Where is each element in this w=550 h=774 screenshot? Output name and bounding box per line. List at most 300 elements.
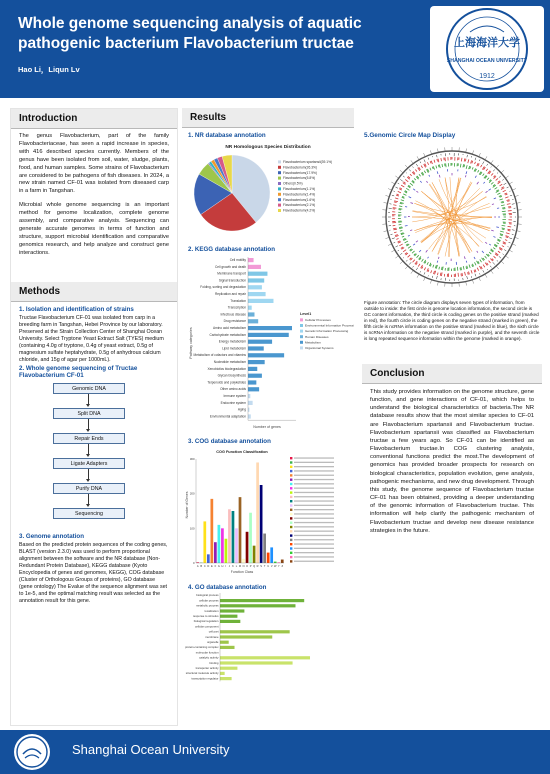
legend-swatch xyxy=(290,530,292,532)
cog-bar xyxy=(235,528,238,563)
conclusion-heading: Conclusion xyxy=(362,364,542,384)
go-category-label: cellular component xyxy=(195,624,219,629)
flow-arrow xyxy=(88,419,89,430)
kegg-bar xyxy=(248,340,272,344)
kegg-legend-label: Human Diseases xyxy=(305,334,329,339)
circle-gene-mark xyxy=(433,265,434,268)
go-category-label: cellular process xyxy=(199,598,219,603)
circle-gc-mark xyxy=(467,276,468,279)
circle-gc-mark xyxy=(503,254,504,255)
circle-gene-mark xyxy=(502,225,506,226)
legend-swatch xyxy=(300,324,303,327)
circle-gene-mark xyxy=(432,167,433,169)
go-bar xyxy=(220,672,225,675)
circle-map-caption: Figure annotation: The circle diagram displays seven types of information, from outside to inside: the first circle is genome location information, the second circle is GC content information, the third circle is coding genes on the positive strand (marked in red), the fourth circle is coding genes on the negative strand (marked in green), the fifth circle is ncRNA information on the positive strand (marked in blue), the sixth circle is ncRNA information on the negative strand (marked in purple), and the seventh circle is long repeated sequence information within the genome (marked in orange). xyxy=(364,300,540,341)
cog-tick-label: F xyxy=(214,565,217,568)
legend-swatch xyxy=(290,483,292,485)
circle-gene-mark xyxy=(438,257,439,259)
methods-step1-title: 1. Isolation and identification of strains xyxy=(19,305,134,313)
circle-gene-mark xyxy=(437,159,438,161)
circle-gc-mark xyxy=(487,164,488,166)
circle-gene-mark xyxy=(439,267,440,270)
cog-tick-label: A xyxy=(196,565,199,568)
circle-gene-mark xyxy=(467,266,468,269)
cog-tick-label: Y xyxy=(277,565,280,568)
circle-tick xyxy=(411,270,413,273)
circle-gene-mark xyxy=(465,175,466,177)
circle-gc-mark xyxy=(416,268,418,270)
circle-tick xyxy=(417,156,419,159)
circle-gene-mark xyxy=(472,265,473,267)
circle-gc-mark xyxy=(392,238,395,239)
kegg-category-label: Translation xyxy=(230,298,246,303)
circle-gene-mark xyxy=(480,260,482,263)
kegg-bar xyxy=(248,292,266,296)
circle-gene-mark xyxy=(474,257,475,259)
circle-gene-mark xyxy=(396,239,398,240)
circle-tick xyxy=(496,165,499,168)
circle-gene-mark xyxy=(461,267,462,270)
go-bar xyxy=(220,646,235,649)
circle-gene-mark xyxy=(507,229,510,230)
circle-gene-mark xyxy=(408,235,410,236)
kegg-bar xyxy=(248,258,254,262)
circle-gene-mark xyxy=(466,165,467,169)
pie-legend-label: Flavobacterium(17.9%) xyxy=(283,170,318,175)
circle-gene-mark xyxy=(503,190,506,191)
circle-tick xyxy=(424,153,426,157)
circle-tick xyxy=(515,195,519,196)
circle-gc-mark xyxy=(509,238,512,239)
circle-gc-mark xyxy=(509,242,511,243)
cog-legend-entry xyxy=(294,505,334,506)
legend-swatch xyxy=(290,504,292,506)
cog-y-tick: 100 xyxy=(189,526,195,531)
introduction-body xyxy=(11,129,177,258)
cog-bar xyxy=(256,462,259,563)
circle-gc-mark xyxy=(400,179,403,181)
cog-legend-entry xyxy=(294,518,334,519)
circle-gene-mark xyxy=(431,161,432,164)
circle-gene-mark xyxy=(398,191,401,193)
circle-gene-mark xyxy=(441,267,442,270)
cog-legend-entry xyxy=(294,535,334,536)
kegg-category-label: Transcription xyxy=(227,305,246,310)
circle-gene-mark xyxy=(507,204,511,205)
legend-swatch xyxy=(300,318,303,321)
kegg-category-label: Infectious disease xyxy=(220,312,246,317)
kegg-bar xyxy=(248,414,251,418)
kegg-category-label: Cell motility xyxy=(229,258,246,262)
poster-footer xyxy=(0,730,550,774)
circle-gene-mark xyxy=(422,259,424,262)
cog-legend-entry xyxy=(294,543,334,544)
circle-gene-mark xyxy=(424,267,425,270)
circle-gc-mark xyxy=(420,271,421,272)
cog-legend-entry xyxy=(294,492,334,493)
nr-pie-chart xyxy=(182,139,354,244)
go-bar xyxy=(220,599,304,602)
pie-legend-label: Flavobacterium(26.3%) xyxy=(283,165,318,170)
circle-gc-mark xyxy=(467,155,468,157)
cog-tick-label: E xyxy=(210,565,213,568)
circle-gene-mark xyxy=(489,252,491,254)
circle-gene-mark xyxy=(408,246,411,248)
circle-gc-mark xyxy=(398,250,399,251)
legend-swatch xyxy=(290,461,292,463)
go-bar xyxy=(220,656,310,659)
circle-gene-mark xyxy=(496,227,499,228)
circle-gene-mark xyxy=(427,262,428,265)
cog-bar xyxy=(263,534,266,563)
pie-legend-label: Flavobacterium(4.2%) xyxy=(283,208,316,213)
circle-gc-mark xyxy=(395,246,397,247)
results-heading: Results xyxy=(182,108,354,128)
circle-tick xyxy=(385,237,389,238)
left-column xyxy=(10,108,178,726)
kegg-bar xyxy=(248,285,262,289)
circle-gene-mark xyxy=(393,228,396,229)
circle-gc-mark xyxy=(420,162,421,164)
circle-gene-mark xyxy=(413,189,415,190)
circle-gene-mark xyxy=(493,236,495,237)
circle-tick xyxy=(430,280,431,284)
legend-swatch xyxy=(290,491,292,493)
cog-bar xyxy=(249,513,252,563)
cog-tick-label: W xyxy=(273,565,277,568)
kegg-category-label: Xenobiotics biodegradation xyxy=(207,366,246,371)
cog-tick-label: L xyxy=(235,565,238,568)
go-category-label: structural molecule activity xyxy=(185,671,219,676)
circle-gene-mark xyxy=(439,175,440,178)
legend-swatch xyxy=(290,517,292,519)
circle-gene-mark xyxy=(481,165,482,167)
kegg-bar xyxy=(248,387,259,391)
legend-swatch xyxy=(290,500,292,502)
cog-tick-label: B xyxy=(200,565,203,568)
circle-gene-mark xyxy=(477,182,479,184)
circle-gene-mark xyxy=(412,251,415,253)
kegg-category-label: Endocrine system xyxy=(220,400,246,405)
go-bar xyxy=(220,641,229,644)
cog-legend-entry xyxy=(294,556,334,557)
cog-tick-label: I xyxy=(225,565,227,568)
circle-gene-mark xyxy=(427,162,428,165)
cog-bar xyxy=(253,546,256,563)
circle-gc-mark xyxy=(428,158,429,160)
circle-tick xyxy=(405,165,408,168)
circle-gc-mark xyxy=(403,176,405,177)
circle-gc-mark xyxy=(400,253,402,254)
circle-tick xyxy=(395,176,398,178)
circle-gene-mark xyxy=(430,161,431,163)
methods-step1-text: Tructae Flavobacterium CF-01 was isolated from carp in a breeding farm in Tangshan, Hebei Province by our laboratory. Preserved at the Strain Collection Center of Shanghai Ocean University. Select Tryptone Yeast Extract Salt (TYES) medium (containing 4.0g of tryptone, 0.4g of yeast extract, 0.5g of magnesium sulfate heptahydrate, 0.5g of anhydrous calcium chloride, and 15g of agar per 1000mL). xyxy=(19,314,164,363)
cog-tick-label: V xyxy=(270,565,273,568)
circle-gene-mark xyxy=(498,251,500,253)
cog-legend-entry xyxy=(294,531,334,532)
cog-bar xyxy=(242,559,245,563)
legend-swatch xyxy=(300,335,303,338)
circle-gene-mark xyxy=(466,171,467,174)
cog-tick-label: G xyxy=(217,565,220,568)
cog-tick-label: N xyxy=(242,565,245,568)
methods-step3-title: 3. Genome annotation xyxy=(19,532,84,540)
cog-legend-entry xyxy=(294,526,334,527)
circle-gene-mark xyxy=(437,273,438,276)
circle-gc-mark xyxy=(504,250,506,251)
circle-gc-mark xyxy=(424,159,425,162)
circle-tick xyxy=(417,274,419,277)
kegg-bar xyxy=(248,306,252,310)
legend-swatch xyxy=(278,177,281,180)
cog-legend-entry xyxy=(294,539,334,540)
circle-gene-mark xyxy=(414,178,416,180)
cog-tick-label: M xyxy=(238,565,242,568)
circle-gene-mark xyxy=(396,195,399,196)
cog-bar xyxy=(267,553,270,563)
flow-arrow xyxy=(88,469,89,480)
kegg-category-label: Amino acid metabolism xyxy=(213,326,246,330)
legend-swatch xyxy=(290,552,292,554)
go-bar xyxy=(220,609,244,612)
logo-year: 1912 xyxy=(479,73,495,80)
circle-gene-mark xyxy=(429,175,430,177)
circle-gene-mark xyxy=(495,187,498,189)
methods-step2-title: 2. Whole genome sequencing of Tructae Flavobacterium CF-01 xyxy=(19,364,138,379)
cog-annotation-title: 3. COG database annotation xyxy=(188,438,271,445)
cog-tick-label: P xyxy=(249,565,252,568)
circle-gene-mark xyxy=(464,256,465,259)
kegg-legend-label: Cellular Processes xyxy=(305,318,331,322)
go-category-label: cell part xyxy=(208,629,219,634)
pie-legend-label: Flavobacterium(1.6%) xyxy=(283,197,316,202)
circle-gc-mark xyxy=(491,167,492,168)
circle-tick xyxy=(395,256,398,258)
circle-gc-mark xyxy=(413,266,414,267)
kegg-legend-label: Metabolism xyxy=(305,340,321,345)
legend-swatch xyxy=(290,466,292,468)
circle-gc-mark xyxy=(409,169,411,171)
conclusion-body: This study provides information on the genome structure, gene function, and gene interactions of CF-01, which helps to understand the biological characteristics of bacteria.The NR database results show that the most similar species to CF-01 are Flavobacterium spartansii and Flavobacterium tructae. Flavobacterium spartansii was classified as Flavobacterium tructae a few years ago. So CF-01 can be identified as Flavobacterium tructae.In COG clustering analysis, conventional functions predict the most.The development of genomics has provided broader prospects for research on biological characteristics, population evolution, gene analysis, pathogenic mechanisms, and new drug development. Through this study, the genome sequence of Flavobacterium tructae CF-01 has been obtained, providing a deeper understanding of the genomic information of Flavobacterium tructae. This information will help clarify the pathogenic mechanism of Flavobacterium tructae and develop new disease resistance strategies in the future. xyxy=(370,389,534,534)
kegg-category-label: Drug resistance xyxy=(223,319,246,324)
circle-gc-mark xyxy=(512,204,515,205)
kegg-category-label: Lipid metabolism xyxy=(222,346,246,351)
legend-swatch xyxy=(290,457,292,459)
circle-gene-mark xyxy=(499,237,501,238)
footer-logo xyxy=(14,734,50,770)
cog-tick-label: D xyxy=(207,565,210,568)
legend-swatch xyxy=(290,556,292,558)
kegg-bar xyxy=(248,312,254,316)
circle-gene-mark xyxy=(502,246,504,247)
circle-gene-mark xyxy=(475,269,476,272)
circle-gc-mark xyxy=(432,276,433,278)
kegg-bar xyxy=(248,360,265,364)
circle-gc-mark xyxy=(406,173,407,174)
circle-gene-mark xyxy=(405,179,408,181)
kegg-category-label: Cell growth and death xyxy=(214,264,246,269)
cog-legend-entry xyxy=(294,500,334,501)
go-category-label: biological process xyxy=(196,593,219,598)
kegg-category-label: Folding, sorting and degradation xyxy=(200,285,246,290)
flow-node-purify-dna: Purify DNA xyxy=(53,483,125,494)
circle-gene-mark xyxy=(491,182,493,184)
circle-gene-mark xyxy=(475,262,476,265)
cog-y-tick: 200 xyxy=(189,491,195,496)
circle-tick xyxy=(385,195,389,196)
circle-gc-mark xyxy=(413,167,414,168)
cog-x-axis-label: Function Class xyxy=(230,570,254,574)
kegg-category-label: Immune system xyxy=(223,394,246,398)
legend-swatch xyxy=(278,187,281,190)
circle-gc-mark xyxy=(390,234,392,235)
logo-en-text: SHANGHAI OCEAN UNIVERSITY xyxy=(446,58,528,64)
circle-gene-mark xyxy=(508,206,511,207)
cog-bar-chart xyxy=(182,445,354,582)
circle-gc-mark xyxy=(479,273,480,274)
footer-university-name: Shanghai Ocean University xyxy=(72,742,230,757)
circle-gene-mark xyxy=(502,229,505,230)
poster-title: Whole genome sequencing analysis of aquatic pathogenic bacterium Flavobacterium tructae xyxy=(18,15,362,52)
circle-gene-mark xyxy=(413,244,415,245)
flow-arrow xyxy=(88,444,89,455)
circle-gene-mark xyxy=(399,228,403,229)
circle-gc-mark xyxy=(497,173,498,174)
legend-swatch xyxy=(278,166,281,169)
circle-gene-mark xyxy=(419,250,421,252)
circle-gene-mark xyxy=(489,261,491,263)
circle-gene-mark xyxy=(469,272,470,275)
cog-tick-label: H xyxy=(221,565,224,568)
circle-gene-mark xyxy=(501,201,504,202)
circle-tick xyxy=(400,170,403,173)
circle-gene-mark xyxy=(431,270,432,273)
cog-y-tick: 0 xyxy=(192,561,195,565)
kegg-legend-label: Environmental Information Processing xyxy=(305,323,354,328)
circle-gene-mark xyxy=(402,236,404,237)
circle-gene-mark xyxy=(466,261,467,263)
cog-tick-label: C xyxy=(203,565,206,568)
circle-gene-mark xyxy=(475,176,476,178)
circle-gc-mark xyxy=(482,162,484,165)
circle-gene-mark xyxy=(416,191,418,192)
kegg-bar xyxy=(248,367,257,371)
legend-swatch xyxy=(278,204,281,207)
kegg-y-axis-label: Pathway categories xyxy=(189,327,193,359)
right-column xyxy=(362,128,542,728)
circle-gene-mark xyxy=(486,169,488,171)
go-bar xyxy=(220,635,272,638)
legend-swatch xyxy=(278,182,281,185)
circle-gc-mark xyxy=(497,260,498,261)
circle-gene-mark xyxy=(420,181,421,183)
circle-gene-mark xyxy=(463,266,464,270)
circle-gene-mark xyxy=(485,242,487,243)
circle-gene-mark xyxy=(426,250,428,252)
circle-gc-mark xyxy=(406,260,408,261)
kegg-bar xyxy=(248,326,292,330)
cog-bar xyxy=(246,532,249,563)
introduction-heading: Introduction xyxy=(11,109,177,129)
legend-swatch xyxy=(290,470,292,472)
circle-gc-mark xyxy=(487,269,488,270)
kegg-category-label: Aging xyxy=(237,407,246,412)
circle-gene-mark xyxy=(477,268,478,271)
circle-gene-mark xyxy=(397,194,399,195)
circle-gene-mark xyxy=(500,199,503,200)
circle-gene-mark xyxy=(486,191,488,192)
cog-legend-entry xyxy=(294,509,334,510)
circle-gc-mark xyxy=(499,256,501,258)
cog-tick-label: Z xyxy=(281,565,284,568)
circle-gene-mark xyxy=(494,256,496,258)
circle-gene-mark xyxy=(408,255,411,257)
circle-gene-mark xyxy=(430,168,431,171)
circle-gene-mark xyxy=(471,270,472,273)
go-bar xyxy=(220,677,232,680)
circle-gene-mark xyxy=(507,201,509,202)
circle-gene-mark xyxy=(416,241,418,242)
kegg-category-label: Energy metabolism xyxy=(218,339,246,344)
circle-gene-mark xyxy=(406,188,409,190)
circle-gene-mark xyxy=(477,251,478,253)
pie-legend-label: Flavobacterium(1.1%) xyxy=(283,187,316,191)
kegg-bar xyxy=(248,278,264,282)
go-category-label: protein-containing complex xyxy=(185,645,219,650)
legend-swatch xyxy=(290,479,292,481)
circle-gene-mark xyxy=(442,164,443,167)
circle-gene-mark xyxy=(413,260,415,263)
go-bar xyxy=(220,630,290,633)
cog-legend-entry xyxy=(294,561,334,562)
legend-swatch xyxy=(278,209,281,212)
circle-gene-mark xyxy=(500,196,502,197)
cog-bar xyxy=(232,511,235,563)
circle-gene-mark xyxy=(400,203,403,204)
circle-gene-mark xyxy=(485,256,487,258)
kegg-category-label: Signal transduction xyxy=(218,278,246,283)
sequencing-flowchart xyxy=(11,381,177,533)
circle-tick xyxy=(424,277,426,281)
legend-swatch xyxy=(278,171,281,174)
go-bar xyxy=(220,615,237,618)
flow-node-ligate-adapters: Ligate Adapters xyxy=(53,458,125,469)
legend-swatch xyxy=(278,160,281,163)
poster-authors: Hao Li，Liqun Lv xyxy=(18,65,80,74)
circle-gene-mark xyxy=(482,251,484,253)
circle-gene-mark xyxy=(505,197,508,198)
cog-legend-entry xyxy=(294,483,334,484)
circle-tick xyxy=(515,237,519,238)
circle-gene-mark xyxy=(410,174,412,176)
circle-gc-mark xyxy=(499,176,501,178)
circle-gc-mark xyxy=(437,276,438,279)
introduction-paragraph-2: Microbial whole genome sequencing is an important method for genome localization, complete genome assembly, and comparative analysis. Sequencing can generate accurate genomes in terms of function and structure, support microbial identification and comparative genomics research, and help analyze and construct gene interactions. xyxy=(19,202,169,256)
circle-gene-mark xyxy=(441,272,442,276)
go-category-label: metabolic process xyxy=(195,603,219,608)
circle-gene-mark xyxy=(399,209,403,210)
cog-legend-entry xyxy=(294,466,334,467)
circle-tick xyxy=(505,256,508,258)
kegg-bar xyxy=(248,346,264,350)
circle-gene-mark xyxy=(491,173,493,175)
circle-gc-mark xyxy=(437,155,438,157)
go-annotation-title: 4. GO database annotation xyxy=(188,584,267,591)
circle-tick xyxy=(411,160,413,163)
pie-legend-label: Flavobacterium(1.4%) xyxy=(283,192,316,197)
kegg-bar xyxy=(248,272,267,276)
circle-gene-mark xyxy=(494,198,496,199)
